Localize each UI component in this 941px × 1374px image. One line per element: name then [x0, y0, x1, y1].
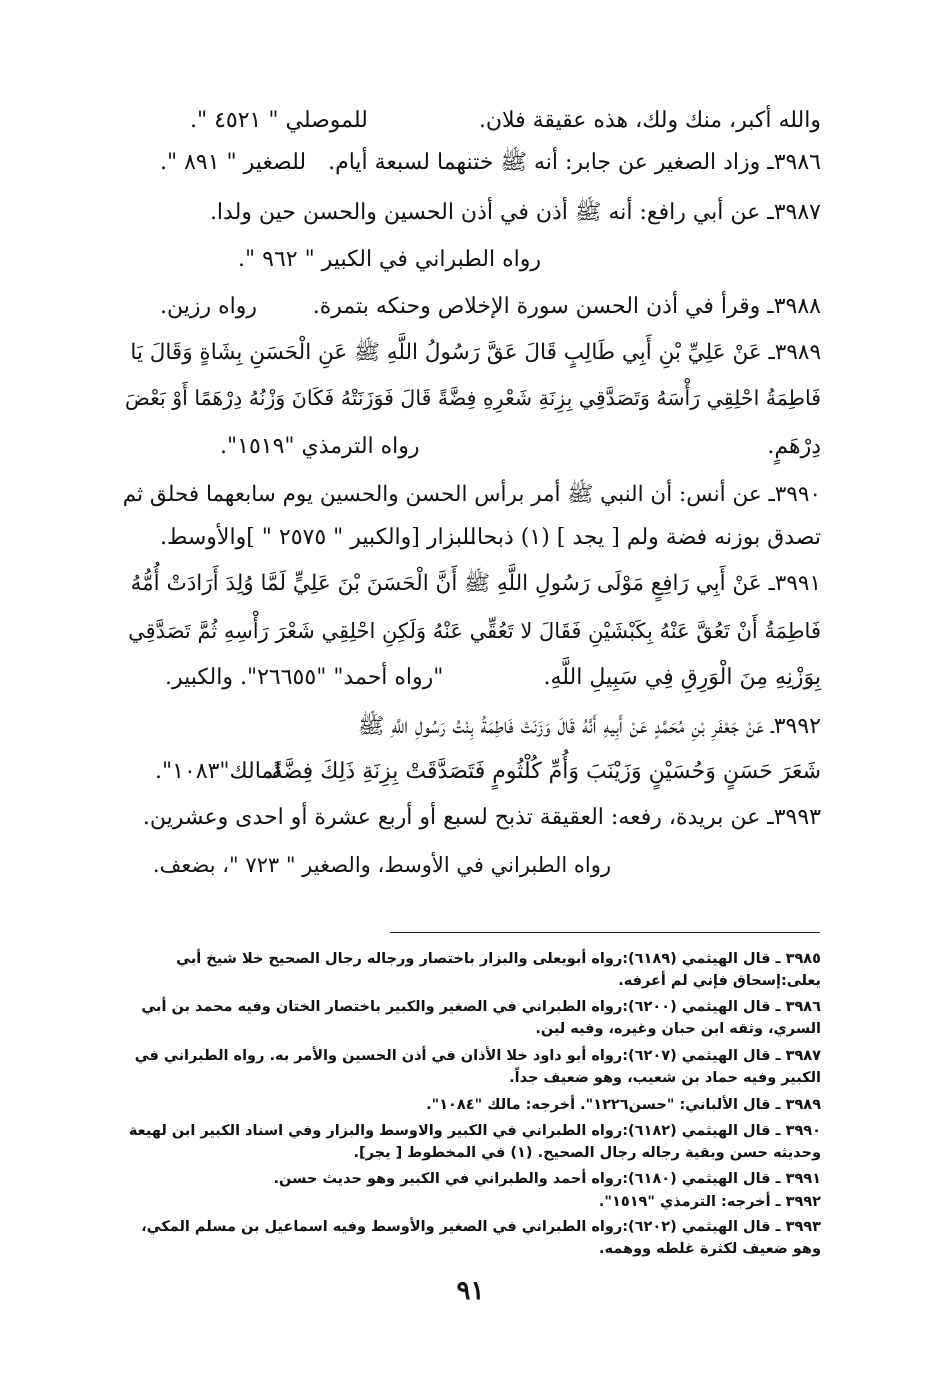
source-reference: رواه الترمذي "١٥١٩". — [220, 434, 420, 459]
source-reference: رواه رزين. — [160, 294, 257, 319]
line-text: ٣٩٨٦ـ وزاد الصغير عن جابر: أنه ﷺ ختنهما لسبعة أيام. — [328, 150, 821, 175]
body-line — [120, 104, 821, 138]
body-line — [120, 196, 821, 230]
line-text: ٣٩٩٠ـ عن أنس: أن النبي ﷺ أمر برأس الحسن والحسين يوم سابعهما فحلق ثم — [122, 482, 821, 507]
page-number: ٩١ — [456, 1276, 485, 1306]
footnote-line: ٣٩٨٩ ـ قال الألباني: "حسن١٢٢٦". أخرجه: مالك "١٠٨٤". — [426, 1097, 821, 1113]
footnote-line: يعلى:إسحاق فإني لم أعرفه. — [618, 973, 821, 989]
source-reference: للموصلي " ٤٥٢١ ". — [190, 108, 368, 133]
body-line — [120, 146, 821, 180]
footnote-line: السري، وثقه ابن حبان وغيره، وفيه لين. — [535, 1021, 821, 1037]
footnote-line: ٣٩٨٥ ـ قال الهيثمي (٦١٨٩):رواه أبويعلى والبزار باختصار ورجاله رجال الصحيح خلا شيخ أبي — [176, 951, 821, 967]
line-text: فَاطِمَةُ أَنْ تَعُقَّ عَنْهُ بِكَبْشَيْنِ فَقَالَ لا تَعُقِّي عَنْهُ وَلَكِنِ احْلِقِي شَعْرَ رَأْسِهِ ثُمَّ تَصَدَّقِي — [128, 619, 821, 643]
body-line — [120, 521, 821, 555]
source-reference: للصغير " ٨٩١ ". — [160, 150, 307, 175]
body-line — [120, 290, 821, 324]
body-line — [120, 381, 821, 415]
body-line — [120, 336, 821, 370]
line-text: ٣٩٩١ـ عَنْ أَبِي رَافِعٍ مَوْلَى رَسُولِ اللَّهِ ﷺ أَنَّ الْحَسَنَ بْنَ عَلِيٍّ لَمَّا وُلِدَ أَرَادَتْ أُمُّهُ — [130, 571, 821, 596]
footnote-line: ٣٩٩٢ ـ أخرجه: الترمذي "١٥١٩". — [598, 1194, 821, 1210]
body-line — [120, 755, 821, 789]
body-line — [150, 848, 611, 882]
footnote-line: وهو ضعيف لكثرة غلطه ووهمه. — [599, 1241, 821, 1257]
line-text: بِوَزْنِهِ مِنَ الْوَرِقِ فِي سَبِيلِ اللَّهِ. — [543, 665, 821, 690]
footnote-line: ٣٩٩٠ ـ قال الهيثمي (٦١٨٢):رواه الطبراني في الكبير والاوسط والبزار وفي اسناد الكبير ابن لهيعة — [128, 1123, 821, 1139]
footnote-line: ٣٩٨٧ ـ قال الهيثمي (٦٢٠٧):رواه أبو داود خلا الأذان في أذن الحسين والأمر به. رواه الطبراني في — [134, 1048, 821, 1064]
body-line — [120, 614, 821, 648]
footnote-line: الكبير وفيه حماد بن شعيب، وهو ضعيف جداً. — [509, 1070, 821, 1086]
footnote-line: ٣٩٩٣ ـ قال الهيثمي (٦٢٠٢):رواه الطبراني في الصغير والأوسط وفيه اسماعيل بن مسلم المكي، — [141, 1219, 821, 1235]
footnote-line: وحديثه حسن وبقية رجاله رجال الصحيح. (١) في المخطوط [ يجر]. — [353, 1145, 821, 1161]
body-line — [150, 243, 541, 277]
footnote-separator — [390, 932, 820, 933]
line-text: والله أكبر، منك ولك، هذه عقيقة فلان. — [478, 108, 821, 133]
line-text: ٣٩٩٣ـ عن بريدة، رفعه: العقيقة تذبح لسبع أو أربع عشرة أو احدى وعشرين. — [142, 805, 821, 830]
line-text: رواه الطبراني في الكبير " ٩٦٢ ". — [238, 247, 541, 272]
body-line — [120, 801, 821, 835]
line-text: ٣٩٩٢ـ عَنْ جَعْفَرِ بْنِ مُحَمَّدٍ عَنْ أَبِيهِ أَنَّهُ قَالَ وَزَنَتْ فَاطِمَةُ بِنْتُ رَسُولِ اللَّهِ ﷺ — [357, 714, 821, 739]
line-text: ٣٩٨٩ـ عَنْ عَلِيِّ بْنِ أَبِي طَالِبٍ قَالَ عَقَّ رَسُولُ اللَّهِ ﷺ عَنِ الْحَسَنِ بِشَاةٍ وَقَالَ يَا — [130, 340, 821, 365]
line-text: ٣٩٨٨ـ وقرأ في أذن الحسن سورة الإخلاص وحنكه بتمرة. — [312, 294, 821, 319]
footnote-line: ٣٩٨٦ ـ قال الهيثمي (٦٢٠٠):رواه الطبراني في الصغير والكبير باختصار الختان وفيه محمد بن أبي — [141, 999, 821, 1015]
footnote-line: ٣٩٩١ ـ قال الهيثمي (٦١٨٠):رواه أحمد والطبراني في الكبير وهو حديث حسن. — [273, 1171, 821, 1187]
line-text: دِرْهَمٍ. — [767, 434, 821, 459]
body-line — [120, 430, 821, 464]
line-text: ٣٩٨٧ـ عن أبي رافع: أنه ﷺ أذن في أذن الحسين والحسن حين ولدا. — [209, 200, 821, 225]
body-line — [120, 661, 821, 695]
source-reference: "رواه أحمد" "٢٦٦٥٥". والكبير. — [165, 665, 444, 690]
line-text: فَاطِمَةُ احْلِقِي رَأْسَهُ وَتَصَدَّقِي بِزِنَةِ شَعْرِهِ فِضَّةً قَالَ فَوَزَنَتْهُ فَكَانَ وَزْنُهُ دِرْهَمًا أَوْ بَعْضَ — [125, 386, 821, 410]
body-line — [120, 567, 821, 601]
line-text: شَعَرَ حَسَنٍ وَحُسَيْنٍ وَزَيْنَبَ وَأُمِّ كُلْثُومٍ فَتَصَدَّقَتْ بِزِنَةِ ذَلِكَ فِضَّةً. — [264, 759, 821, 784]
line-text: رواه الطبراني في الأوسط، والصغير " ٧٢٣ "، بضعف. — [152, 853, 611, 877]
source-reference: للبزار [والكبير " ٢٥٧٥ " ]والأوسط. — [160, 525, 477, 550]
body-line — [120, 710, 821, 744]
source-reference: لمالك"١٠٨٣". — [155, 759, 281, 784]
line-text: تصدق بوزنه فضة ولم [ يجد ] (١) ذبحا. — [469, 525, 821, 550]
body-line — [120, 478, 821, 512]
